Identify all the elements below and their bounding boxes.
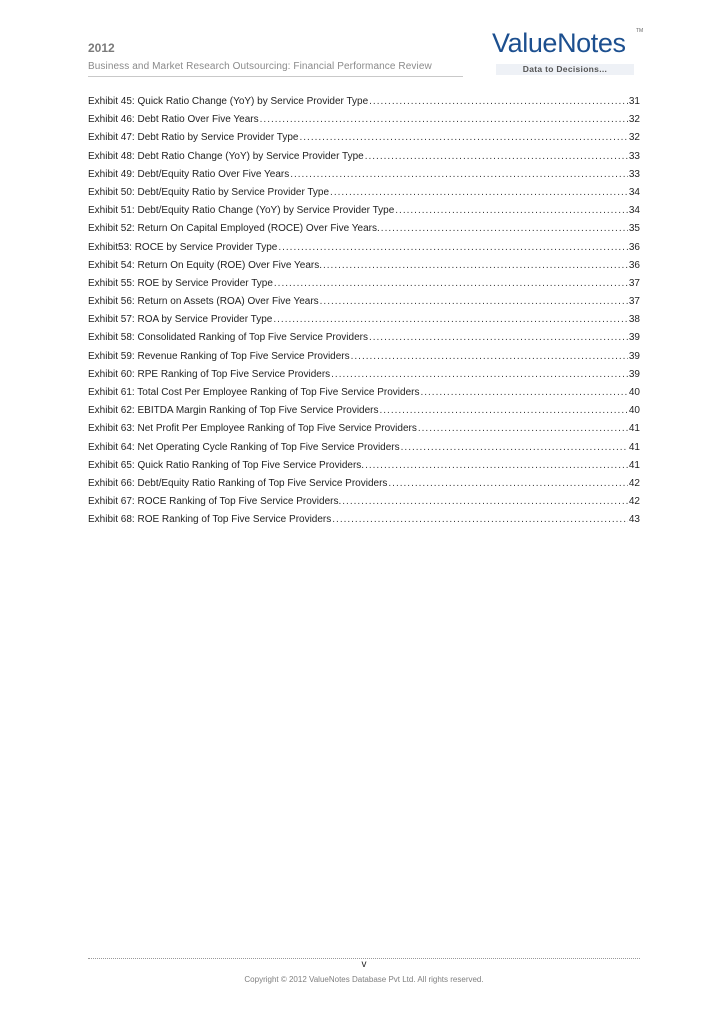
toc-entry-title: Exhibit 65: Quick Ratio Ranking of Top Five Service Providers. <box>88 459 365 471</box>
toc-entry[interactable] <box>88 293 640 311</box>
toc-entry[interactable] <box>88 457 640 475</box>
toc-entry-title: Exhibit 54: Return On Equity (ROE) Over Five Years. <box>88 259 322 271</box>
toc-entry-title: Exhibit 45: Quick Ratio Change (YoY) by Service Provider Type <box>88 96 369 107</box>
toc-entry-page: 36 <box>628 241 640 253</box>
toc-dot-leader <box>323 257 628 275</box>
toc-dot-leader <box>273 311 628 329</box>
toc-dot-leader <box>395 202 628 220</box>
toc-entry-page: 39 <box>628 368 640 380</box>
toc-entry-page: 40 <box>628 405 640 417</box>
toc-entry-title: Exhibit 52: Return On Capital Employed (ROCE) Over Five Years. <box>88 223 380 235</box>
toc-entry[interactable] <box>88 366 640 384</box>
toc-entry-title: Exhibit 60: RPE Ranking of Top Five Service Providers <box>88 368 331 380</box>
toc-entry-title: Exhibit 67: ROCE Ranking of Top Five Service Providers. <box>88 496 342 508</box>
toc-entry-title: Exhibit 61: Total Cost Per Employee Ranking of Top Five Service Providers <box>88 387 420 398</box>
toc-entry-title: Exhibit 68: ROE Ranking of Top Five Service Providers <box>88 514 332 526</box>
toc-entry[interactable] <box>88 348 640 366</box>
toc-entry[interactable] <box>88 511 640 529</box>
toc-entry-title: Exhibit 66: Debt/Equity Ratio Ranking of Top Five Service Providers <box>88 477 388 489</box>
toc-dot-leader <box>260 111 628 129</box>
toc-entry-page: 42 <box>628 477 640 489</box>
toc-entry-title: Exhibit 49: Debt/Equity Ratio Over Five Years <box>88 168 290 180</box>
toc-entry[interactable] <box>88 148 640 166</box>
toc-entry-title: Exhibit 46: Debt Ratio Over Five Years <box>88 114 259 126</box>
toc-dot-leader <box>381 220 628 238</box>
toc-entry[interactable] <box>88 111 640 129</box>
logo-tagline: Data to Decisions... <box>496 64 634 75</box>
toc-dot-leader <box>290 166 628 184</box>
toc-entry[interactable] <box>88 439 640 457</box>
toc-entry[interactable] <box>88 475 640 493</box>
toc-dot-leader <box>401 439 628 457</box>
toc-entry-page: 41 <box>628 423 640 435</box>
logo-trademark: TM <box>636 28 644 34</box>
toc-entry-page: 31 <box>628 96 640 107</box>
toc-dot-leader <box>274 275 628 293</box>
header-divider <box>88 76 463 77</box>
toc-entry-page: 34 <box>628 186 640 198</box>
toc-entry-page: 37 <box>628 277 640 289</box>
toc-entry-title: Exhibit 56: Return on Assets (ROA) Over Five Years <box>88 296 319 308</box>
toc-entry-title: Exhibit 48: Debt Ratio Change (YoY) by Service Provider Type <box>88 150 364 162</box>
toc-entry[interactable] <box>88 329 640 347</box>
toc-entry-title: Exhibit 50: Debt/Equity Ratio by Service Provider Type <box>88 186 330 198</box>
toc-dot-leader <box>320 293 628 311</box>
report-year: 2012 <box>88 41 115 55</box>
toc-entry-title: Exhibit 57: ROA by Service Provider Type <box>88 314 273 326</box>
toc-entry-title: Exhibit 47: Debt Ratio by Service Provider Type <box>88 132 299 144</box>
toc-entry-page: 42 <box>628 496 640 508</box>
toc-entry-title: Exhibit 58: Consolidated Ranking of Top Five Service Providers <box>88 332 368 344</box>
toc-entry[interactable] <box>88 420 640 438</box>
toc-entry[interactable] <box>88 184 640 202</box>
toc-entry-page: 34 <box>628 205 640 217</box>
report-subtitle: Business and Market Research Outsourcing: Financial Performance Review <box>88 61 432 72</box>
toc-entry-page: 37 <box>628 296 640 308</box>
toc-entry-page: 33 <box>628 168 640 180</box>
copyright-notice: Copyright © 2012 ValueNotes Database Pvt Ltd. All rights reserved. <box>244 975 484 984</box>
toc-entry-page: 36 <box>628 259 640 271</box>
toc-entry-page: 38 <box>628 314 640 326</box>
toc-entry[interactable] <box>88 129 640 147</box>
toc-dot-leader <box>388 475 627 493</box>
toc-dot-leader <box>332 511 628 529</box>
toc-entry-title: Exhibit 62: EBITDA Margin Ranking of Top Five Service Providers <box>88 405 379 417</box>
valuenotes-logo <box>492 22 642 78</box>
toc-dot-leader <box>299 129 627 147</box>
toc-entry-title: Exhibit53: ROCE by Service Provider Type <box>88 241 278 253</box>
toc-entry-page: 43 <box>628 514 640 526</box>
toc-entry-page: 40 <box>628 387 640 398</box>
toc-entry[interactable] <box>88 402 640 420</box>
toc-dot-leader <box>380 402 628 420</box>
page-number: v <box>361 959 367 970</box>
toc-entry[interactable] <box>88 493 640 511</box>
toc-entry-page: 41 <box>628 459 640 471</box>
toc-dot-leader <box>365 148 628 166</box>
toc-dot-leader <box>420 384 627 402</box>
toc-entry[interactable] <box>88 166 640 184</box>
toc-entry-title: Exhibit 63: Net Profit Per Employee Ranking of Top Five Service Providers <box>88 423 417 435</box>
toc-entry-title: Exhibit 64: Net Operating Cycle Ranking of Top Five Service Providers <box>88 441 400 453</box>
toc-dot-leader <box>342 493 628 511</box>
toc-dot-leader <box>365 457 628 475</box>
toc-entry-page: 35 <box>628 223 640 235</box>
toc-dot-leader <box>331 366 628 384</box>
toc-entry[interactable] <box>88 93 640 111</box>
toc-dot-leader <box>278 239 628 257</box>
toc-entry-page: 39 <box>628 332 640 344</box>
toc-entry[interactable] <box>88 384 640 402</box>
toc-entry-page: 41 <box>628 441 640 453</box>
toc-dot-leader <box>418 420 628 438</box>
toc-entry[interactable] <box>88 275 640 293</box>
table-of-exhibits <box>88 93 640 530</box>
toc-dot-leader <box>330 184 628 202</box>
toc-dot-leader <box>369 329 628 347</box>
toc-entry[interactable] <box>88 311 640 329</box>
toc-entry-page: 33 <box>628 150 640 162</box>
toc-entry-title: Exhibit 59: Revenue Ranking of Top Five Service Providers <box>88 350 350 362</box>
page-header <box>88 28 644 78</box>
toc-entry-title: Exhibit 55: ROE by Service Provider Type <box>88 277 273 289</box>
toc-entry[interactable] <box>88 257 640 275</box>
toc-entry-title: Exhibit 51: Debt/Equity Ratio Change (YoY) by Service Provider Type <box>88 205 395 217</box>
toc-entry-page: 39 <box>628 350 640 362</box>
logo-wordmark-notes: Notes <box>557 28 626 58</box>
logo-wordmark <box>492 28 626 59</box>
logo-wordmark-value: Value <box>492 28 558 58</box>
toc-entry[interactable] <box>88 239 640 257</box>
toc-entry[interactable] <box>88 220 640 238</box>
toc-dot-leader <box>351 348 628 366</box>
toc-dot-leader <box>369 93 628 111</box>
toc-entry[interactable] <box>88 202 640 220</box>
toc-entry-page: 32 <box>628 114 640 126</box>
toc-entry-page: 32 <box>628 132 640 144</box>
